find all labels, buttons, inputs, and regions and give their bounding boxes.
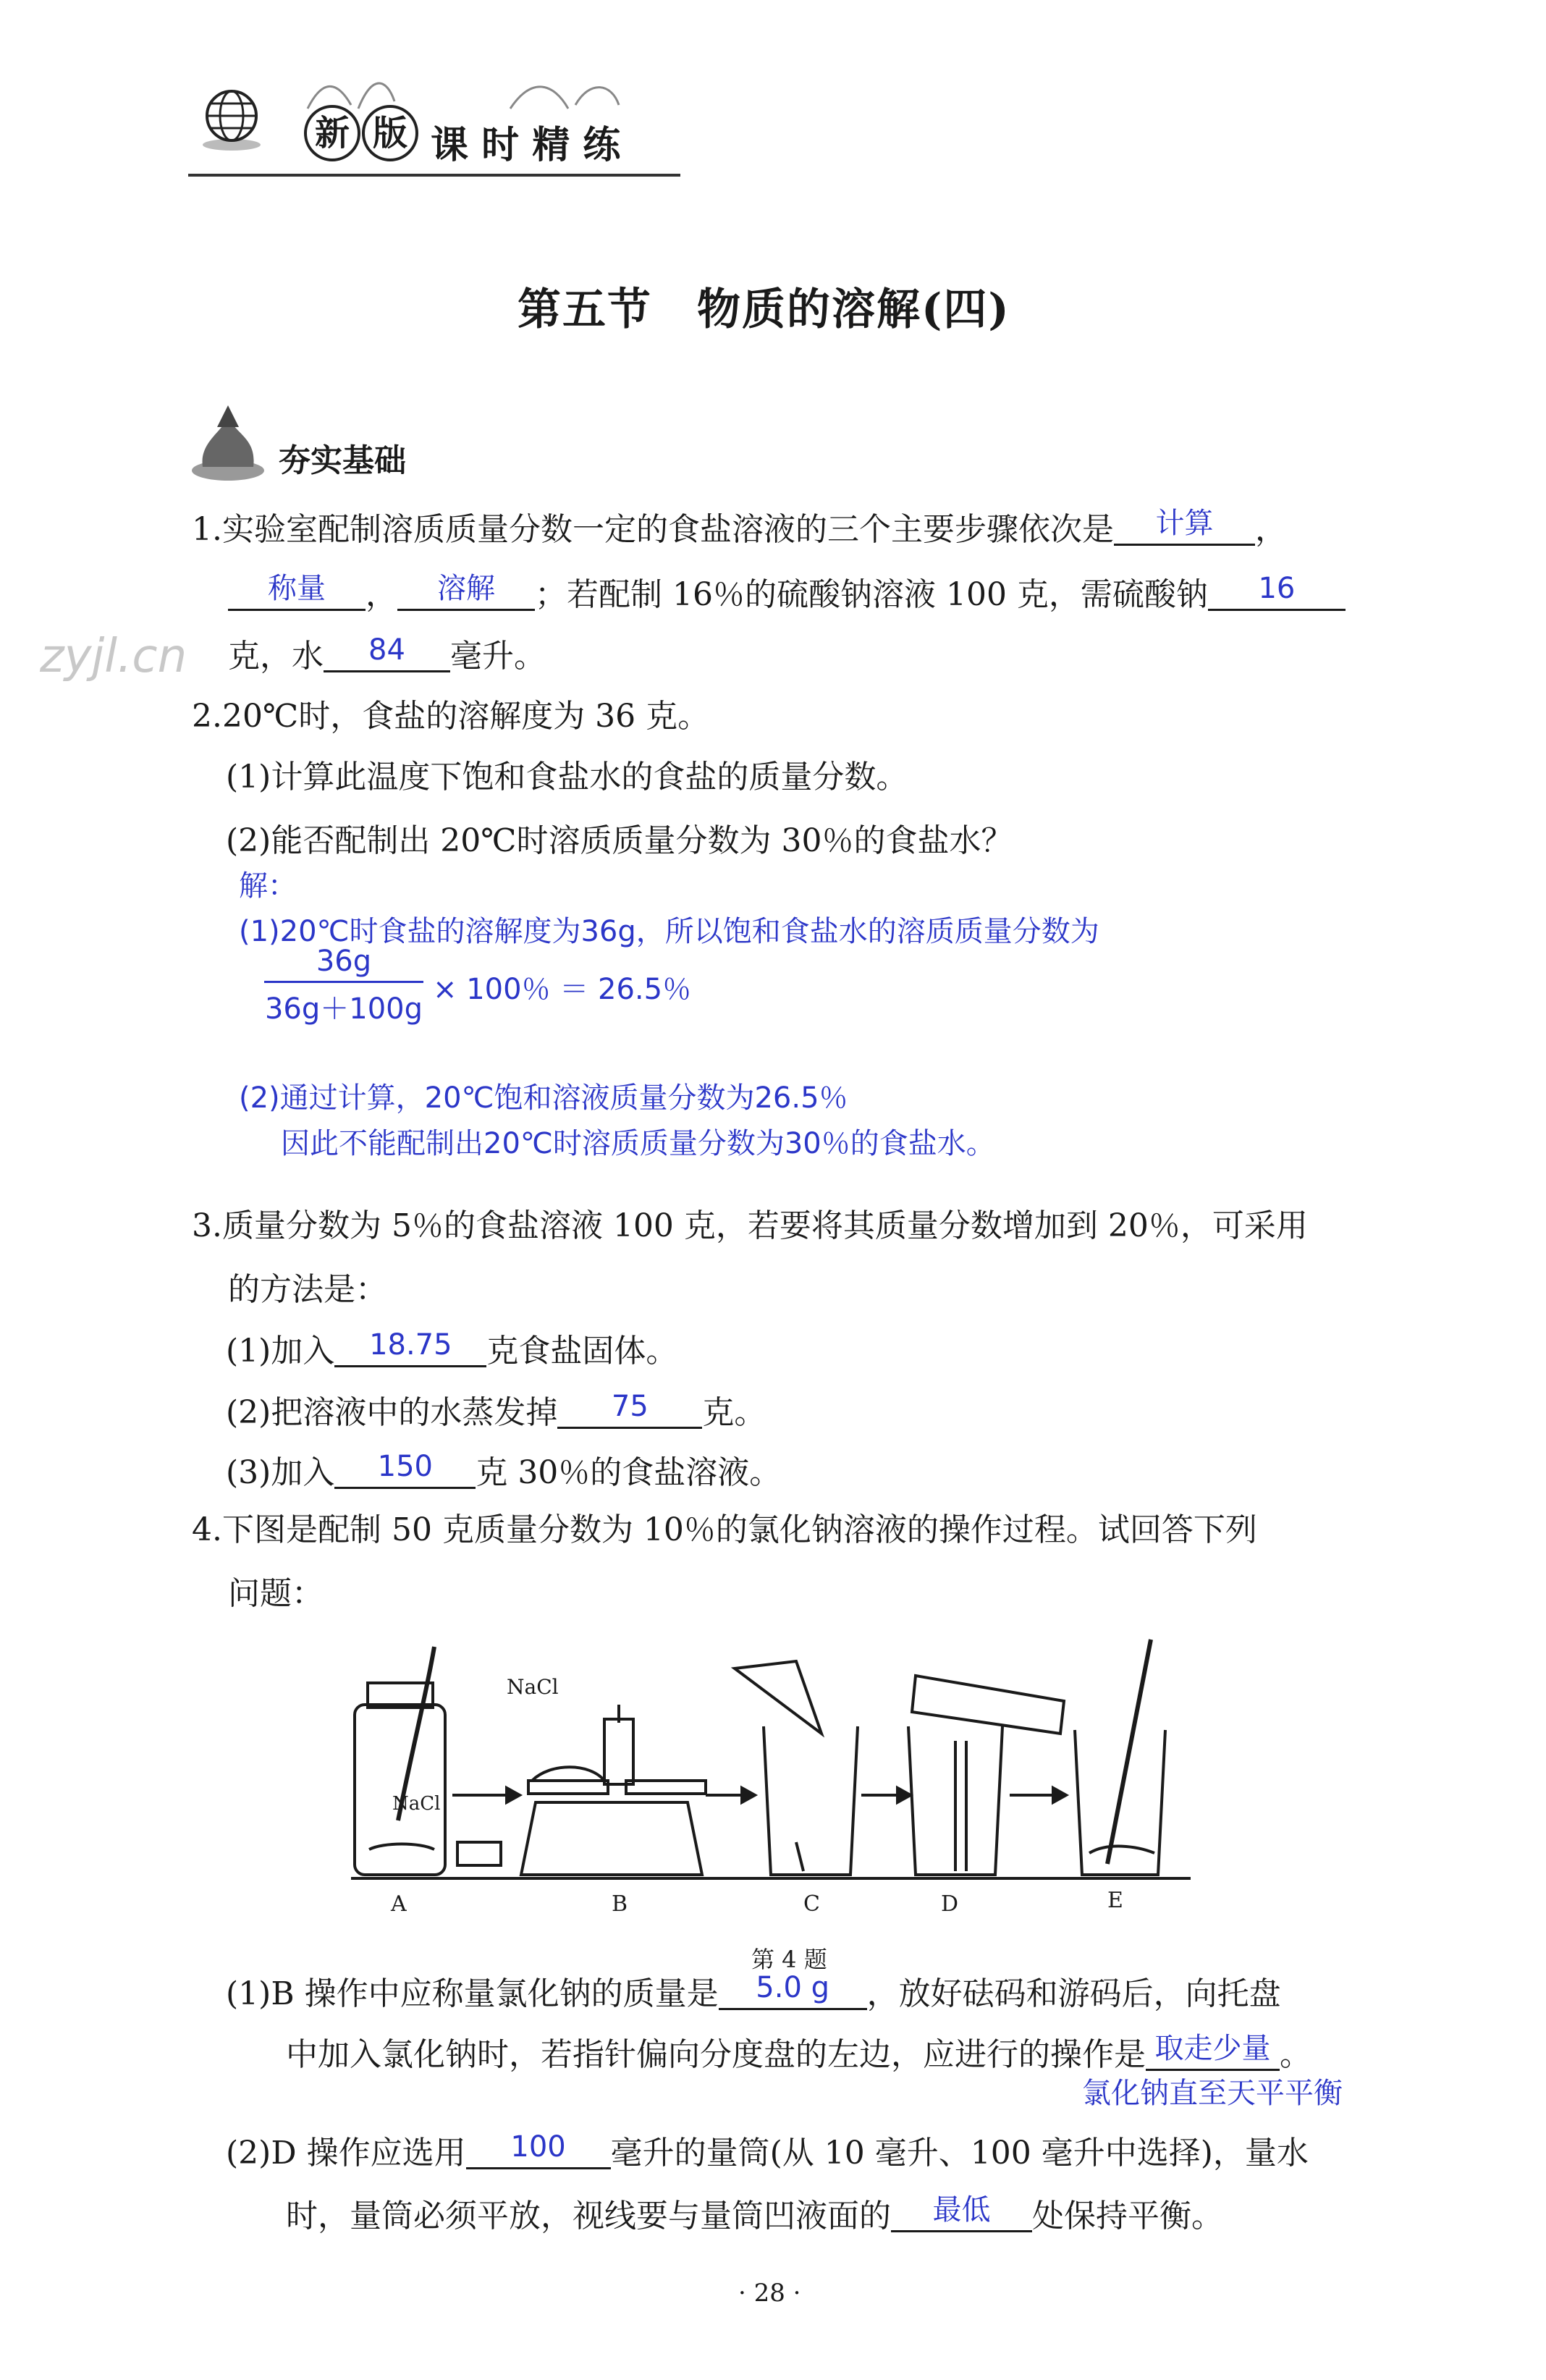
q3-sub1-post: 克食盐固体。 [486, 1333, 678, 1370]
q4-sub1-pre: (1)B 操作中应称量氯化钠的质量是 [226, 1975, 719, 2012]
figure-nacl-label-2: NaCl [507, 1675, 559, 1699]
globe-icon [199, 80, 264, 152]
q4-answer-3: 100 [510, 2130, 566, 2164]
q4-blank-4[interactable] [891, 2193, 1032, 2232]
fraction-bar [264, 981, 423, 983]
figure-a-reagent-bottle [355, 1647, 445, 1875]
q1-line3-start: 克，水 [228, 638, 324, 675]
fraction-numerator: 36g [316, 945, 372, 978]
q3-sub2-pre: (2)把溶液中的水蒸发掉 [226, 1394, 558, 1431]
q1-comma-2: ， [366, 576, 397, 613]
section-title: 第五节 物质的溶解(四) [518, 284, 1010, 335]
q2-answer-line2: (2)通过计算，20℃饱和溶液质量分数为26.5％ [239, 1081, 848, 1115]
arrow-icon [861, 1788, 911, 1802]
figure-label-a: A [391, 1891, 407, 1917]
q4-sub2-line2 [286, 2193, 1223, 2235]
figure-label-d: D [941, 1891, 959, 1917]
q1-line2-text: ；若配制 16％的硫酸钠溶液 100 克，需硫酸钠 [535, 576, 1208, 613]
q2-sub2: (2)能否配制出 20℃时溶质质量分数为 30％的食盐水？ [226, 822, 1013, 859]
q4-stem2: 问题： [228, 1575, 324, 1612]
q1-answer-1: 计算 [1155, 507, 1214, 540]
figure-weigh-boat [457, 1842, 501, 1865]
q1-text: 1.实验室配制溶质质量分数一定的食盐溶液的三个主要步骤依次是 [192, 511, 1114, 548]
figure-label-b: B [612, 1891, 628, 1917]
q1-blank-5[interactable] [324, 633, 450, 672]
q1-blank-3[interactable] [397, 572, 535, 611]
q3-answer-2: 75 [611, 1390, 649, 1423]
q2-answer-line1: (1)20℃时食盐的溶解度为36g，所以饱和食盐水的溶质质量分数为 [239, 915, 1099, 948]
q4-sub1-post: ，放好砝码和游码后，向托盘 [866, 1975, 1281, 2012]
figure-d-beaker-cylinder [908, 1676, 1064, 1875]
arrow-icon [452, 1788, 520, 1802]
figure-b-balance [521, 1705, 706, 1875]
q4-sub2-post: 毫升的量筒(从 10 毫升、100 毫升中选择)，量水 [610, 2135, 1309, 2172]
q4-sub1-end: 。 [1280, 2036, 1311, 2073]
figure-c-beaker [735, 1661, 858, 1875]
q4-answer-4: 最低 [932, 2193, 991, 2227]
q3-sub3-post: 克 30％的食盐溶液。 [476, 1454, 782, 1491]
figure-label-c: C [803, 1891, 820, 1917]
q4-stem1: 4.下图是配制 50 克质量分数为 10％的氯化钠溶液的操作过程。试回答下列 [192, 1511, 1257, 1548]
q2-sub1: (1)计算此温度下饱和食盐水的食盐的质量分数。 [226, 759, 908, 796]
q3-stem2: 的方法是： [228, 1271, 387, 1308]
section-tag: 夯实基础 [279, 442, 406, 479]
q3-sub1 [226, 1328, 678, 1370]
q3-answer-3: 150 [377, 1450, 433, 1483]
q1-blank-4[interactable] [1208, 572, 1346, 611]
q3-sub3 [226, 1450, 782, 1491]
q4-answer-1: 5.0 g [756, 1971, 830, 2004]
q1-line3 [228, 633, 546, 675]
q1-answer-4: 16 [1258, 572, 1296, 605]
q1-line3-end: 毫升。 [450, 638, 546, 675]
q3-blank-3[interactable] [334, 1450, 476, 1489]
brand-char-1: 新 [314, 113, 350, 153]
q4-sub2-line2-pre: 时，量筒必须平放，视线要与量筒凹液面的 [286, 2198, 891, 2235]
q2-stem: 2.20℃时，食盐的溶解度为 36 克。 [192, 698, 710, 735]
q4-figure [340, 1632, 1274, 1936]
q4-sub1-line2 [286, 2032, 1311, 2073]
q3-sub1-pre: (1)加入 [226, 1333, 335, 1370]
q2-fraction-result: × 100％ ＝ 26.5％ [433, 973, 692, 1006]
header-rule [188, 174, 680, 177]
q1-blank-1[interactable] [1114, 507, 1255, 546]
q4-sub2-pre: (2)D 操作应选用 [226, 2135, 466, 2172]
q4-answer-2b: 氯化钠直至天平平衡 [1082, 2077, 1343, 2110]
q1-blank-2[interactable] [228, 572, 366, 611]
q4-sub2-line2-post: 处保持平衡。 [1032, 2198, 1223, 2235]
q4-answer-2a: 取走少量 [1154, 2032, 1271, 2065]
page-number: · 28 · [738, 2279, 801, 2308]
q4-blank-1[interactable] [719, 1971, 867, 2010]
q2-answer-label: 解： [239, 869, 297, 903]
q4-blank-2[interactable] [1146, 2032, 1280, 2071]
figure-label-e: E [1107, 1888, 1123, 1913]
brand-subtitle: 课 时 精 练 [431, 124, 621, 167]
q1-answer-5: 84 [368, 633, 405, 667]
brand-badge-new [304, 105, 360, 161]
brand-char-2: 版 [372, 113, 407, 153]
brand-badge-edition [362, 105, 418, 161]
q3-blank-1[interactable] [334, 1328, 486, 1367]
q1-answer-3: 溶解 [437, 572, 495, 605]
arrow-icon [706, 1788, 755, 1802]
figure-e-beaker-stirring [1075, 1640, 1165, 1875]
q4-sub1-line2-text: 中加入氯化钠时，若指针偏向分度盘的左边，应进行的操作是 [286, 2036, 1146, 2073]
q1-line1 [192, 507, 1287, 548]
arrow-icon [1010, 1788, 1066, 1802]
q4-sub2-line1 [226, 2130, 1309, 2172]
fraction-denominator: 36g＋100g [264, 992, 423, 1026]
watermark: zyjl.cn [40, 630, 187, 683]
q3-stem1: 3.质量分数为 5％的食盐溶液 100 克，若要将其质量分数增加到 20％，可采用 [192, 1207, 1308, 1244]
flower-pot-icon [185, 398, 271, 485]
q1-comma-1: ， [1254, 511, 1287, 548]
q2-answer-line3: 因此不能配制出20℃时溶质质量分数为30％的食盐水。 [281, 1127, 995, 1160]
figure-caption: 第 4 题 [751, 1946, 827, 1973]
figure-nacl-label-1: NaCl [392, 1793, 441, 1815]
q3-sub2-post: 克。 [702, 1394, 766, 1431]
q1-answer-2: 称量 [268, 572, 326, 605]
q2-fraction [264, 945, 423, 1027]
q1-line2 [228, 572, 1346, 613]
q4-blank-3[interactable] [466, 2130, 611, 2169]
header [185, 65, 691, 174]
q3-blank-2[interactable] [557, 1390, 702, 1429]
q3-sub2 [226, 1390, 766, 1431]
q3-sub3-pre: (3)加入 [226, 1454, 335, 1491]
q4-sub1-line1 [226, 1971, 1281, 2012]
q3-answer-1: 18.75 [369, 1328, 452, 1362]
